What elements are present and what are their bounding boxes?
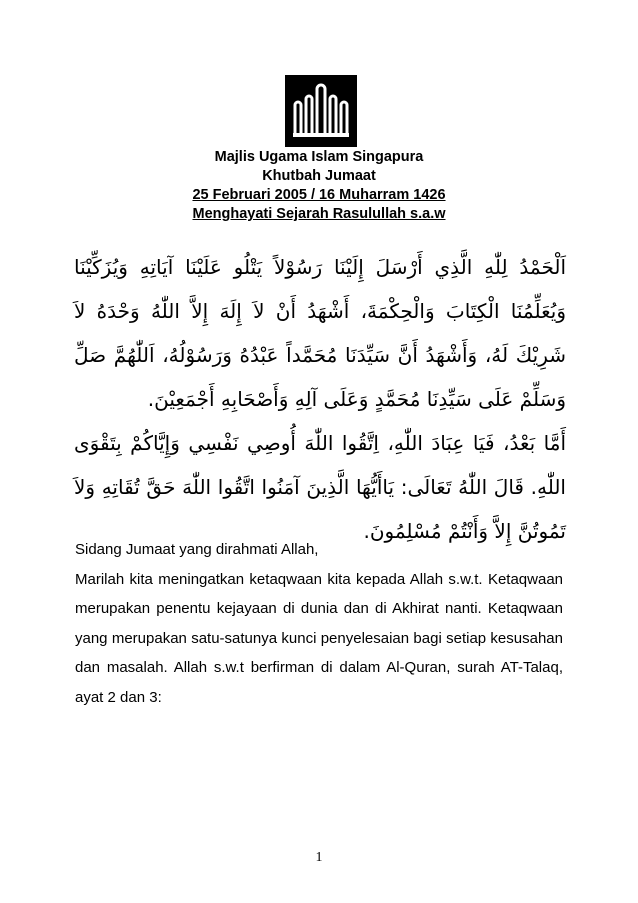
document-date: 25 Februari 2005 / 16 Muharram 1426 xyxy=(192,187,446,203)
body-paragraph: Marilah kita meningatkan ketaqwaan kita kepada Allah s.w.t. Ketaqwaan merupakan penentu kejayaan di dunia dan di Akhirat nanti. Ketaqwaan yang merupakan satu-satunya kunci penyelesaian bagi setiap kesusahan dan masalah. Allah s.w.t berfirman di dalam Al-Quran, surah AT-Talaq, ayat 2 dan 3: xyxy=(75,570,563,706)
arabic-paragraph-1: اَلْحَمْدُ لِلّٰهِ الَّذِي أَرْسَلَ إِلَيْنَا رَسُوْلاً يَتْلُو عَلَيْنَا آيَاتِهِ وَيُزَكِّيْنَا وَيُعَلِّمُنَا الْكِتَابَ وَالْحِكْمَةَ، أَشْهَدُ أَنْ لاَ إِلَهَ إِلاَّ اللّٰهُ وَحْدَهُ لاَ شَرِيْكَ لَهُ، وَأَشْهَدُ أَنَّ سَيِّدَنَا مُحَمَّداً عَبْدُهُ وَرَسُوْلُهُ، اَللّٰهُمَّ صَلِّ وَسَلِّمْ عَلَى سَيِّدِنَا مُحَمَّدٍ وَعَلَى آلِهِ وَأَصْحَابِهِ أَجْمَعِيْنَ. xyxy=(74,255,566,411)
sermon-body xyxy=(75,535,563,712)
page-number: 1 xyxy=(315,850,323,865)
arabic-paragraph-2: أَمَّا بَعْدُ، فَيَا عِبَادَ اللّٰهِ، اِتَّقُوا اللّٰهَ أُوصِي نَفْسِي وَإِيَّاكُمْ بِتَقْوَى اللّٰهِ. قَالَ اللّٰهُ تَعَالَى: يَاأَيُّهَا الَّذِينَ آمَنُوا اتَّقُوا اللّٰهَ حَقَّ تُقَاتِهِ وَلاَ تَمُوتُنَّ إِلاَّ وَأَنْتُمْ مُسْلِمُونَ. xyxy=(74,431,566,543)
greeting: Sidang Jumaat yang dirahmati Allah, xyxy=(75,541,319,558)
document-type: Khutbah Jumaat xyxy=(262,168,376,184)
muis-logo xyxy=(285,75,357,147)
document-title: Menghayati Sejarah Rasulullah s.a.w xyxy=(192,206,446,222)
organization-name: Majlis Ugama Islam Singapura xyxy=(214,149,424,165)
khutbah-header xyxy=(0,148,638,224)
arabic-opening xyxy=(74,245,566,553)
